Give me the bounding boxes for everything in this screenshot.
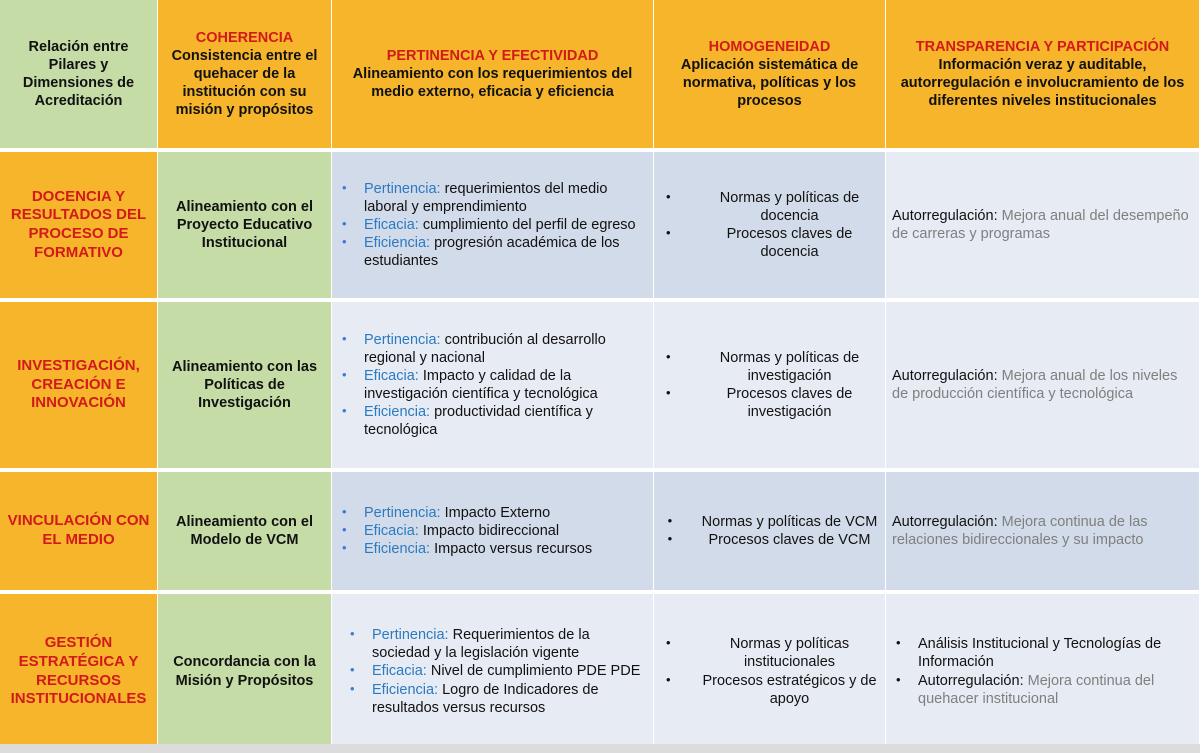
term-label: Eficacia: (372, 663, 427, 680)
header-homogeneidad-title: HOMOGENEIDAD (708, 38, 831, 55)
list-item (364, 180, 647, 216)
term-text: requerimientos del medio laboral y emprendimiento (364, 180, 608, 215)
term-text: contribución al desarrollo regional y nacional (364, 331, 606, 366)
list-item (364, 234, 647, 270)
list-item: • Procesos claves de VCM (702, 531, 878, 549)
term-label: Eficiencia: (364, 404, 431, 421)
header-pertinencia (332, 0, 654, 152)
term-text: cumplimiento del perfil de egreso (418, 216, 636, 233)
transparencia-text (892, 367, 1193, 403)
list-item (364, 331, 647, 367)
list-item (372, 681, 647, 717)
header-transparencia (886, 0, 1200, 152)
term-text: progresión académica de los estudiantes (364, 235, 620, 270)
homogeneidad-gestion (654, 594, 886, 753)
header-coherencia-title: COHERENCIA (195, 29, 294, 46)
list-item: • Análisis Institucional y Tecnologías de Información (918, 635, 1193, 671)
term-text: Mejora continua del quehacer institucional (918, 672, 1155, 707)
term-label: Pertinencia: (372, 627, 449, 644)
term-text: Impacto y calidad de la investigación científica y tecnológica (364, 367, 598, 402)
term-text: Impacto Externo (440, 504, 551, 521)
list-item: • Normas y políticas de investigación (700, 349, 879, 385)
list-item: • Normas y políticas institucionales (700, 635, 879, 671)
term-label: Pertinencia: (364, 180, 441, 197)
pertinencia-list (338, 504, 647, 558)
list-item: • Procesos claves de docencia (700, 225, 879, 261)
header-pillars-label: Relación entre Pilares y Dimensiones de Acreditación (22, 38, 135, 110)
term-text: Mejora anual de los niveles de producción científica y tecnológica (892, 367, 1178, 402)
term-text: productividad científica y tecnológica (364, 404, 593, 439)
term-text: Mejora anual del desempeño de carreras y programas (892, 207, 1189, 242)
term-text: Logro de Indicadores de resultados versus recursos (372, 681, 599, 716)
bottom-strip (0, 744, 1200, 753)
transparencia-text (892, 207, 1193, 243)
term-text: Nivel de cumplimiento PDE PDE (426, 663, 641, 680)
term-label: Eficiencia: (372, 681, 439, 698)
list-item (364, 540, 647, 558)
pertinencia-list (338, 180, 647, 271)
list-item: • Procesos claves de investigación (700, 385, 879, 421)
homogeneidad-vinculacion (654, 472, 886, 594)
transparencia-text (892, 513, 1193, 549)
list-item (364, 504, 647, 522)
pertinencia-investigacion (332, 302, 654, 472)
list-item (364, 522, 647, 540)
transparencia-docencia (886, 152, 1200, 302)
term-text: Mejora continua de las relaciones bidireccionales y su impacto (892, 513, 1148, 548)
header-transparencia-desc: Información veraz y auditable, autorregulación e involucramiento de los diferentes niveles institucionales (900, 56, 1185, 110)
term-label: Eficacia: (364, 367, 419, 384)
list-item (372, 626, 647, 662)
coherencia-text: Alineamiento con las Políticas de Investigación (171, 358, 318, 412)
term-label: Autorregulación: (892, 513, 998, 530)
coherencia-text: Alineamiento con el Proyecto Educativo Institucional (176, 198, 313, 252)
header-homogeneidad (654, 0, 886, 152)
pertinencia-vinculacion (332, 472, 654, 594)
term-label: Eficacia: (364, 216, 419, 233)
pertinencia-list (338, 626, 647, 717)
homogeneidad-investigacion (654, 302, 886, 472)
coherencia-text: Alineamiento con el Modelo de VCM (176, 513, 313, 548)
list-item (372, 662, 647, 680)
pertinencia-docencia (332, 152, 654, 302)
term-label: Eficacia: (364, 522, 419, 539)
header-coherencia-desc: Consistencia entre el quehacer de la institución con su misión y propósitos (171, 47, 318, 119)
transparencia-vinculacion (886, 472, 1200, 594)
term-text: Requerimientos de la sociedad y la legislación vigente (372, 627, 590, 662)
term-label: Eficiencia: (364, 541, 431, 558)
list-item (364, 367, 647, 403)
header-pertinencia-title: PERTINENCIA Y EFECTIVIDAD (386, 47, 599, 64)
pillar-docencia (0, 152, 158, 302)
homogeneidad-list (662, 513, 878, 549)
list-item: • Normas y políticas de docencia (700, 189, 879, 225)
coherencia-investigacion (158, 302, 332, 472)
header-transparencia-title: TRANSPARENCIA Y PARTICIPACIÓN (915, 38, 1170, 55)
list-item (364, 216, 647, 234)
term-label: Autorregulación: (918, 672, 1024, 689)
term-label: Pertinencia: (364, 331, 441, 348)
header-pillars (0, 0, 158, 152)
list-item (918, 672, 1193, 708)
pillar-vinculacion (0, 472, 158, 594)
list-item (364, 403, 647, 439)
term-text: Impacto versus recursos (430, 541, 593, 558)
header-pertinencia-desc: Alineamiento con los requerimientos del medio externo, eficacia y eficiencia (352, 65, 633, 101)
term-label: Autorregulación: (892, 367, 998, 384)
coherencia-text: Concordancia con la Misión y Propósitos (173, 654, 316, 689)
transparencia-gestion (886, 594, 1200, 753)
coherencia-gestion (158, 594, 332, 753)
coherencia-vinculacion (158, 472, 332, 594)
pillar-label: GESTIÓN ESTRATÉGICA Y RECURSOS INSTITUCIONALES (10, 634, 147, 708)
transparencia-list (892, 635, 1193, 708)
homogeneidad-list (660, 189, 879, 262)
pillar-investigacion (0, 302, 158, 472)
pillar-label: VINCULACIÓN CON EL MEDIO (7, 512, 150, 548)
coherencia-docencia (158, 152, 332, 302)
transparencia-investigacion (886, 302, 1200, 472)
list-item: • Procesos estratégicos y de apoyo (700, 672, 879, 708)
pillar-label: DOCENCIA Y RESULTADOS DEL PROCESO DE FORMATIVO (10, 187, 147, 261)
pertinencia-list (338, 331, 647, 440)
pillar-gestion (0, 594, 158, 753)
header-coherencia (158, 0, 332, 152)
term-label: Autorregulación: (892, 207, 998, 224)
header-homogeneidad-desc: Aplicación sistemática de normativa, políticas y los procesos (680, 56, 859, 110)
term-label: Pertinencia: (364, 504, 441, 521)
homogeneidad-list (660, 635, 879, 708)
term-text: Impacto bidireccional (418, 522, 560, 539)
list-item: • Normas y políticas de VCM (702, 513, 878, 531)
homogeneidad-docencia (654, 152, 886, 302)
homogeneidad-list (660, 349, 879, 422)
term-label: Eficiencia: (364, 235, 431, 252)
pertinencia-gestion (332, 594, 654, 753)
pillar-label: INVESTIGACIÓN, CREACIÓN E INNOVACIÓN (17, 356, 140, 412)
